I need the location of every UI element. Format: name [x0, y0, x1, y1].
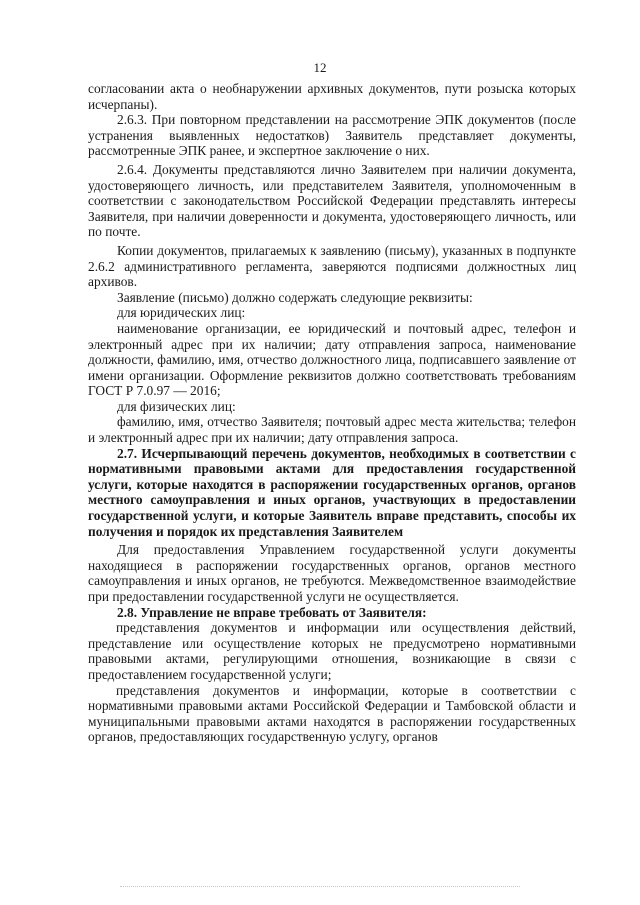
paragraph: Заявление (письмо) должно содержать следующие реквизиты:	[117, 289, 473, 305]
page-number: 12	[313, 60, 327, 75]
scan-artifact-line	[120, 886, 520, 890]
paragraph: для физических лиц:	[117, 398, 236, 414]
section-heading-2-8: 2.8. Управление не вправе требовать от Заявителя:	[117, 604, 427, 620]
paragraph: наименование организации, ее юридический и почтовый адрес, телефон и электронный адрес при их наличии; дату отправления запроса, наименование должности, фамилию, имя, отчество должностного лица, подписавшего заявление от имени организации. Оформление реквизитов должно соответствовать требованиям ГОСТ Р 7.0.97 — 2016;	[88, 320, 576, 399]
paragraph: согласовании акта о необнаружении архивных документов, пути розыска которых исчерпаны).	[88, 81, 576, 112]
paragraph-2-6-4: 2.6.4. Документы представляются лично Заявителем при наличии документа, удостоверяющего личность, или представителем Заявителя, уполномоченным в соответствии с законодательством Российской Федерации представлять интересы Заявителя, при наличии доверенности и документа, удостоверяющего личность, или по почте.	[88, 161, 576, 240]
paragraph: Для предоставления Управлением государственной услуги документы находящиеся в распоряжении государственных органов, органов местного самоуправления и иных органов, не требуются. Межведомственное взаимодействие при предоставлении государственной услуги не осуществляется.	[88, 542, 576, 604]
paragraph: для юридических лиц:	[117, 305, 246, 321]
paragraph: представления документов и информации, которые в соответствии с нормативными правовыми актами Российской Федерации и Тамбовской области и муниципальными правовыми актами находятся в распоряжении государственных органов, предоставляющих государственную услугу, органов	[88, 682, 576, 745]
paragraph: Копии документов, прилагаемых к заявлению (письму), указанных в подпункте 2.6.2 административного регламента, заверяются подписями должностных лиц архивов.	[88, 242, 576, 290]
paragraph-2-6-3: 2.6.3. При повторном представлении на рассмотрение ЭПК документов (после устранения выявленных недостатков) Заявитель представляет документы, рассмотренные ЭПК ранее, и экспертное заключение о них.	[88, 112, 576, 159]
paragraph: фамилию, имя, отчество Заявителя; почтовый адрес места жительства; телефон и электронный адрес при их наличии; дату отправления запроса.	[88, 414, 576, 446]
paragraph: представления документов и информации или осуществления действий, представление или осуществление которых не предусмотрено нормативными правовыми актами, регулирующими отношения, возникающие в связи с предоставлением государственной услуги;	[88, 620, 576, 682]
document-body	[88, 81, 576, 745]
section-heading-2-7: 2.7. Исчерпывающий перечень документов, необходимых в соответствии с нормативными правовыми актами для предоставления государственной услуги, которые находятся в распоряжении государственных органов, органов местного самоуправления и иных органов, участвующих в предоставлении государственной услуги, и которые Заявитель вправе представить, способы их получения и порядок их представления Заявителем	[88, 445, 576, 539]
